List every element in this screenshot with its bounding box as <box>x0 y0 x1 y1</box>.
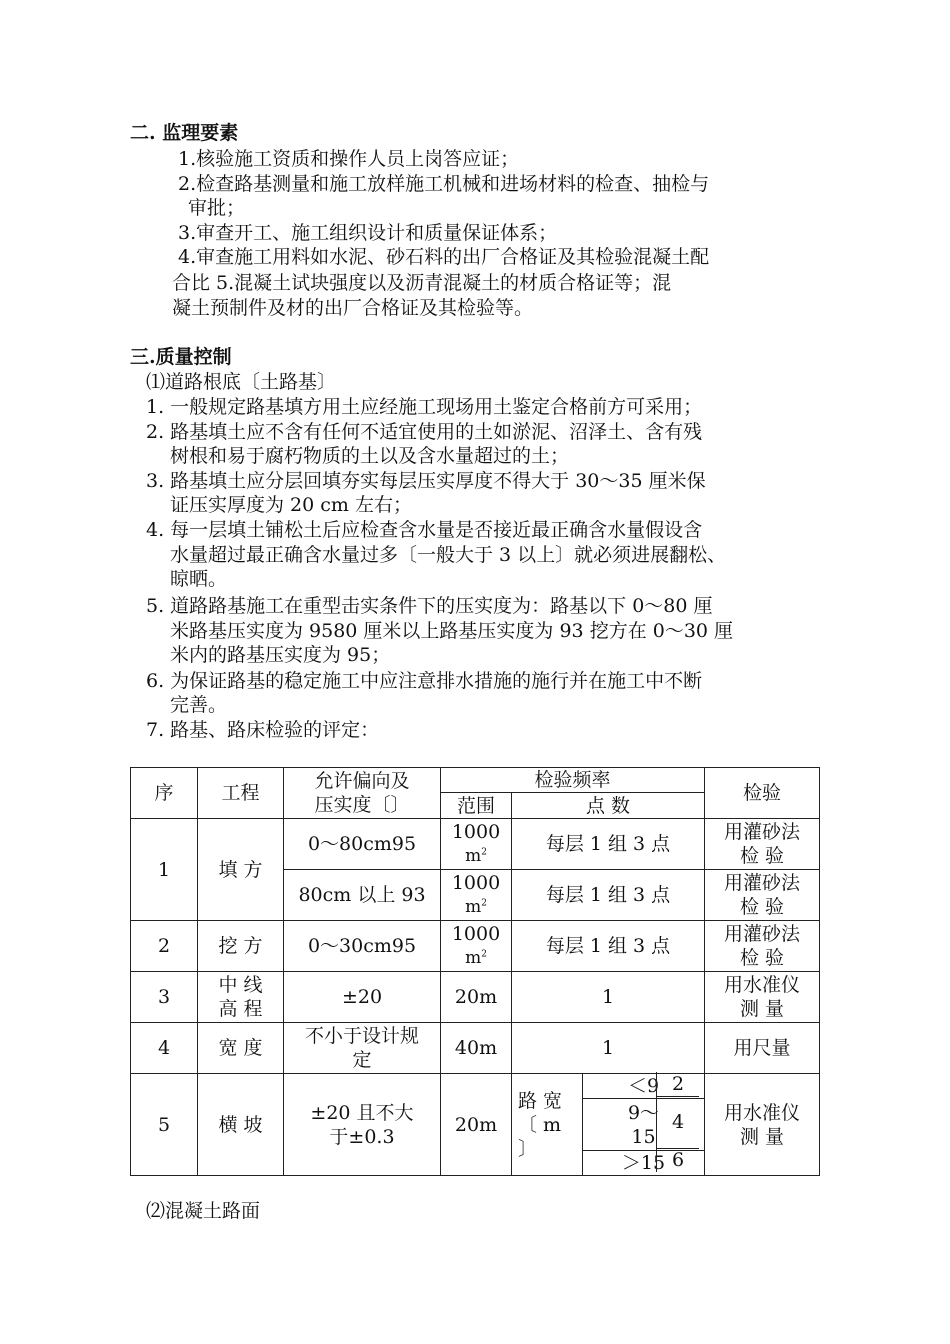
cell-width-range: ＜9 <box>583 1074 705 1099</box>
cell-seq: 3 <box>131 972 198 1023</box>
section2-line: 1.核验施工资质和操作人员上岗答应证； <box>178 148 520 170</box>
cell-points: 1 <box>512 972 705 1023</box>
cell-method <box>705 1074 820 1176</box>
cell-tolerance: ±20 <box>284 972 441 1023</box>
cell-points: 每层 1 组 3 点 <box>512 870 705 921</box>
range-unit: $m^2$ <box>465 897 487 917</box>
header-seq: 序 <box>131 768 198 819</box>
cell-points: 每层 1 组 3 点 <box>512 921 705 972</box>
section3-line: 5. 道路路基施工在重型击实条件下的压实度为：路基以下 0～80 厘 <box>146 595 713 617</box>
count-cell: 4 <box>656 1097 699 1149</box>
header-frequency: 检验频率 <box>441 768 705 793</box>
section3-line: 7. 路基、路床检验的评定： <box>146 719 380 741</box>
cell-method <box>705 819 820 870</box>
cell-seq: 2 <box>131 921 198 972</box>
cell-project: 宽 度 <box>198 1023 284 1074</box>
cell-tolerance <box>284 1074 441 1176</box>
cell-tolerance <box>284 1023 441 1074</box>
cell-method <box>705 921 820 972</box>
count-cell: 2 <box>656 1072 699 1097</box>
method-line2: 检 验 <box>739 845 785 867</box>
range-unit: $m^2$ <box>465 948 487 968</box>
method-line1: 用灌砂法 <box>724 821 801 843</box>
header-points: 点 数 <box>512 793 705 819</box>
section2-line: 2.检查路基测量和施工放样施工机械和进场材料的检查、抽检与 <box>178 173 710 195</box>
project-line1: 中 线 <box>218 974 263 996</box>
range-unit: $m^2$ <box>465 846 487 866</box>
method-line1: 用灌砂法 <box>724 872 801 894</box>
section3-line: 6. 为保证路基的稳定施工中应注意排水措施的施行并在施工中不断 <box>146 670 703 692</box>
road-width-line2: 〔 m <box>518 1113 562 1136</box>
header-method: 检验 <box>705 768 820 819</box>
cell-seq: 5 <box>131 1074 198 1176</box>
width-range-line2: 15 <box>631 1125 656 1148</box>
table-row <box>131 921 820 972</box>
section2-line: 凝土预制件及材的出厂合格证及其检验等。 <box>172 297 534 319</box>
count-column <box>656 1072 698 1172</box>
section3-line: 1. 一般规定路基填方用土应经施工现场用土鉴定合格前方可采用； <box>146 396 703 418</box>
cell-tolerance: 80cm 以上 93 <box>284 870 441 921</box>
section2-line: 4.审查施工用料如水泥、砂石料的出厂合格证及其检验混凝土配 <box>178 246 710 268</box>
method-line1: 用水准仪 <box>724 1101 801 1124</box>
cell-project: 挖 方 <box>198 921 284 972</box>
method-line1: 用灌砂法 <box>724 923 801 945</box>
method-line2: 测 量 <box>739 998 785 1020</box>
count-cell: 6 <box>656 1149 699 1172</box>
cell-tolerance: 0～80cm95 <box>284 819 441 870</box>
table-row <box>131 1023 820 1074</box>
section3-heading: 三.质量控制 <box>130 346 232 368</box>
cell-range: 20m <box>441 1074 512 1176</box>
section2-line: 合比 5.混凝土试块强度以及沥青混凝土的材质合格证等；混 <box>172 272 672 294</box>
tolerance-line2: 于±0.3 <box>329 1125 395 1148</box>
method-line2: 测 量 <box>739 1125 785 1148</box>
range-value: 1000 <box>451 821 501 843</box>
cell-range <box>441 921 512 972</box>
cell-road-width <box>512 1074 583 1176</box>
cell-seq: 4 <box>131 1023 198 1074</box>
range-value: 1000 <box>451 923 501 945</box>
header-tolerance-line1: 允许偏向及 <box>314 770 410 792</box>
method-line1: 用水准仪 <box>724 974 801 996</box>
header-tolerance <box>284 768 441 819</box>
cell-project <box>198 972 284 1023</box>
road-width-line1: 路 宽 <box>518 1089 563 1112</box>
range-value: 1000 <box>451 872 501 894</box>
section3-line: 4. 每一层填土铺松土后应检查含水量是否接近最正确含水量假设含 <box>146 519 703 541</box>
subsection-title: ⑴道路根底〔土路基〕 <box>146 371 337 393</box>
section3-line: 米内的路基压实度为 95； <box>170 644 391 666</box>
method-line2: 检 验 <box>739 947 785 969</box>
method-line2: 检 验 <box>739 896 785 918</box>
inspection-table <box>130 767 820 1176</box>
subsection-title: ⑵混凝土路面 <box>146 1200 261 1222</box>
section2-line: 审批； <box>188 197 246 219</box>
section3-line: 晾晒。 <box>170 568 228 590</box>
header-range: 范围 <box>441 793 512 819</box>
cell-range <box>441 870 512 921</box>
cell-project: 填 方 <box>198 819 284 921</box>
section3-line: 2. 路基填土应不含有任何不适宜使用的土如淤泥、沼泽土、含有残 <box>146 421 703 443</box>
width-range-line1: 9～ <box>627 1101 660 1124</box>
table-row <box>131 819 820 870</box>
header-tolerance-line2: 压实度〔〕 <box>314 794 410 816</box>
road-width-line3: 〕 <box>518 1137 538 1160</box>
section3-line: 3. 路基填土应分层回填夯实每层压实厚度不得大于 30～35 厘米保 <box>146 470 706 492</box>
cell-range <box>441 819 512 870</box>
project-line2: 高 程 <box>218 998 263 1020</box>
section3-line: 树根和易于腐朽物质的土以及含水量超过的土； <box>170 445 570 467</box>
cell-project: 横 坡 <box>198 1074 284 1176</box>
cell-method: 用尺量 <box>705 1023 820 1074</box>
section2-line: 3.审查开工、施工组织设计和质量保证体系； <box>178 222 558 244</box>
cell-width-range: ＞15 <box>583 1151 705 1176</box>
cell-seq: 1 <box>131 819 198 921</box>
table-row <box>131 1074 820 1099</box>
section3-line: 完善。 <box>170 694 228 716</box>
cell-range: 20m <box>441 972 512 1023</box>
section3-line: 米路基压实度为 9580 厘米以上路基压实度为 93 挖方在 0～30 厘 <box>170 620 734 642</box>
table-row <box>131 972 820 1023</box>
cell-range: 40m <box>441 1023 512 1074</box>
section3-line: 水量超过最正确含水量过多〔一般大于 3 以上〕就必须进展翻松、 <box>170 544 727 566</box>
tolerance-line1: ±20 且不大 <box>310 1101 414 1124</box>
cell-method <box>705 972 820 1023</box>
cell-points: 每层 1 组 3 点 <box>512 819 705 870</box>
tolerance-line2: 定 <box>352 1049 372 1071</box>
section3-line: 证压实厚度为 20 cm 左右； <box>170 494 412 516</box>
cell-tolerance: 0～30cm95 <box>284 921 441 972</box>
cell-points: 1 <box>512 1023 705 1074</box>
header-project: 工程 <box>198 768 284 819</box>
section2-heading: 二. 监理要素 <box>130 122 239 144</box>
tolerance-line1: 不小于设计规 <box>304 1025 419 1047</box>
cell-method <box>705 870 820 921</box>
